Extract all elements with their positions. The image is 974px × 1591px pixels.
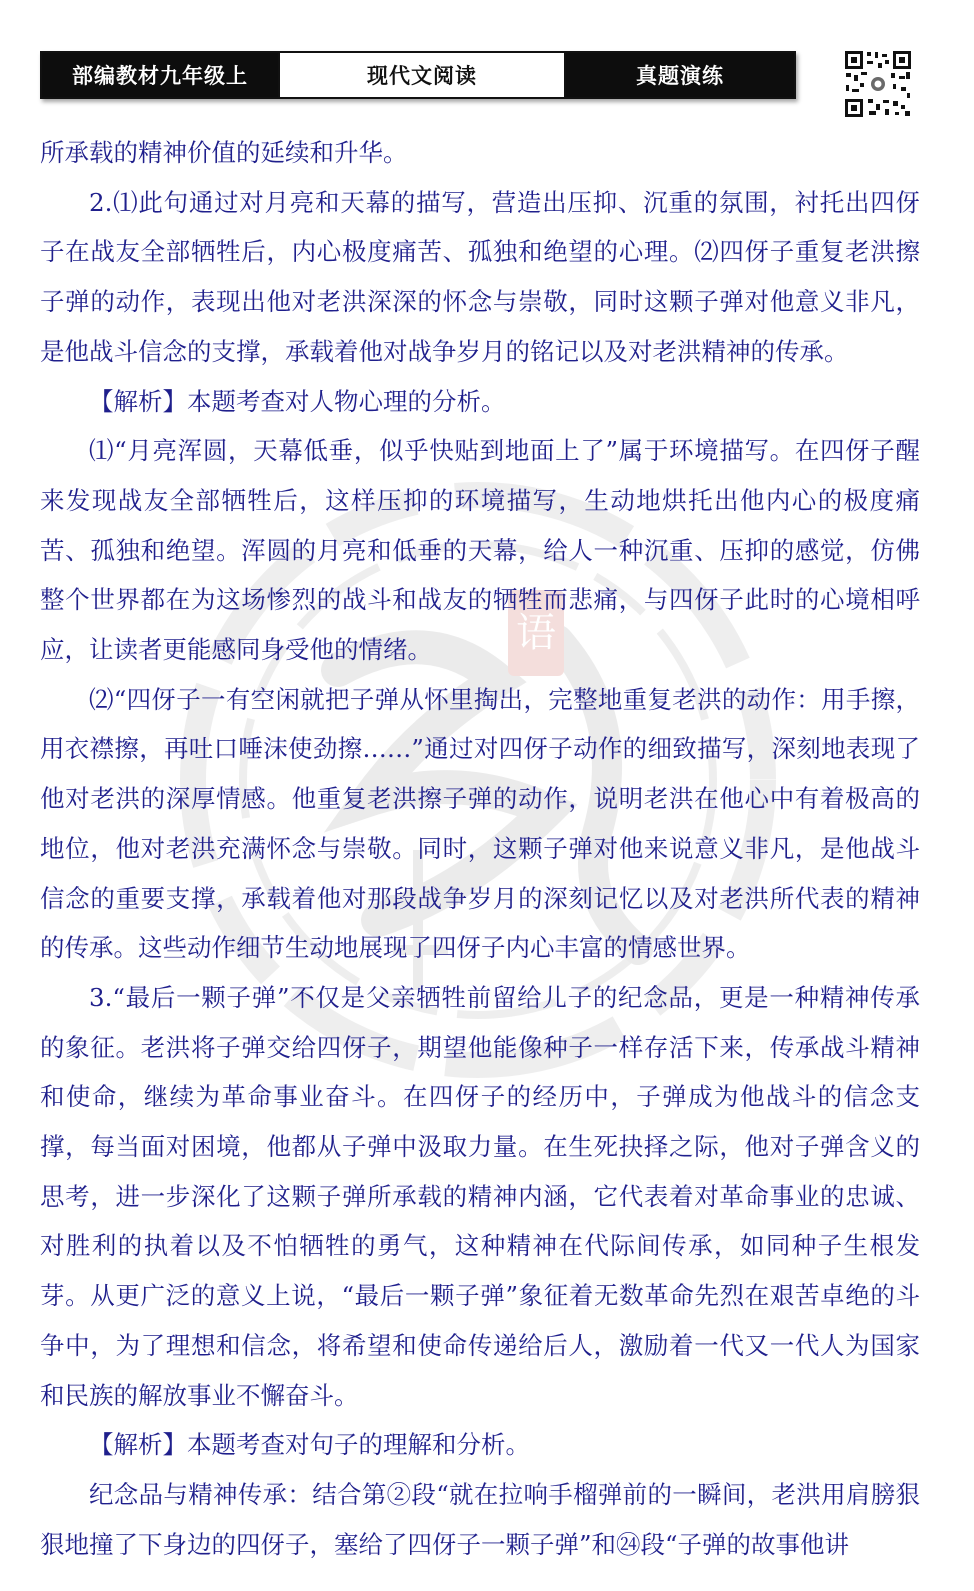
header-exercise-label: 真题演练 — [566, 53, 794, 97]
header-bar — [40, 51, 796, 99]
header-grade-label: 部编教材九年级上 — [42, 53, 278, 97]
analysis-2-part-2: ⑵“四伢子一有空闲就把子弹从怀里掏出，完整地重复老洪的动作：用手擦，用衣襟擦，再吐口唾沫使劲擦……”通过对四伢子动作的细致描写，深刻地表现了他对老洪的深厚情感。他重复老洪擦子弹的动作，说明老洪在他心中有着极高的地位，他对老洪充满怀念与崇敬。同时，这颗子弹对他来说意义非凡，是他战斗信念的重要支撑，承载着他对那段战争岁月的深刻记忆以及对老洪所代表的精神的传承。这些动作细节生动地展现了四伢子内心丰富的情感世界。 — [40, 684, 920, 963]
qr-code-icon[interactable] — [843, 49, 913, 119]
answer-3: 3.“最后一颗子弹”不仅是父亲牺牲前留给儿子的纪念品，更是一种精神传承的象征。老洪将子弹交给四伢子，期望他能像种子一样存活下来，传承战斗精神和使命，继续为革命事业奋斗。在四伢子的经历中，子弹成为他战斗的信念支撑，每当面对困境，他都从子弹中汲取力量。在生死抉择之际，他对子弹含义的思考，进一步深化了这颗子弹所承载的精神内涵，它代表着对革命事业的忠诚、对胜利的执着以及不怕牺牲的勇气，这种精神在代际间传承，如同种子生根发芽。从更广泛的意义上说，“最后一颗子弹”象征着无数革命先烈在艰苦卓绝的斗争中，为了理想和信念，将希望和使命传递给后人，激励着一代又一代人为国家和民族的解放事业不懈奋斗。 — [40, 982, 920, 1410]
analysis-3-body: 纪念品与精神传承：结合第②段“就在拉响手榴弹前的一瞬间，老洪用肩膀狠狠地撞了下身边的四伢子，塞给了四伢子一颗子弹”和㉔段“子弹的故事他讲 — [40, 1479, 920, 1559]
analysis-3-heading: 【解析】本题考查对句子的理解和分析。 — [89, 1430, 530, 1460]
answer-content — [40, 128, 920, 1569]
header-section-title: 现代文阅读 — [278, 53, 566, 97]
watermark-seal-text: 语 — [516, 610, 556, 656]
analysis-2-part-1: ⑴“月亮浑圆，天幕低垂，似乎快贴到地面上了”属于环境描写。在四伢子醒来发现战友全部牺牲后，这样压抑的环境描写，生动地烘托出他内心的极度痛苦、孤独和绝望。浑圆的月亮和低垂的天幕，给人一种沉重、压抑的感觉，仿佛整个世界都在为这场惨烈的战斗和战友的牺牲而悲痛，与四伢子此时的心境相呼应，让读者更能感同身受他的情绪。 — [40, 436, 921, 665]
paragraph-continuation: 所承载的精神价值的延续和升华。 — [40, 138, 408, 167]
answer-2: 2.⑴此句通过对月亮和天幕的描写，营造出压抑、沉重的氛围，衬托出四伢子在战友全部牺牲后，内心极度痛苦、孤独和绝望的心理。⑵四伢子重复老洪擦子弹的动作，表现出他对老洪深深的怀念与崇敬，同时这颗子弹对他意义非凡，是他战斗信念的支撑，承载着他对战争岁月的铭记以及对老洪精神的传承。 — [40, 187, 920, 366]
analysis-2-heading: 【解析】本题考查对人物心理的分析。 — [89, 386, 506, 416]
